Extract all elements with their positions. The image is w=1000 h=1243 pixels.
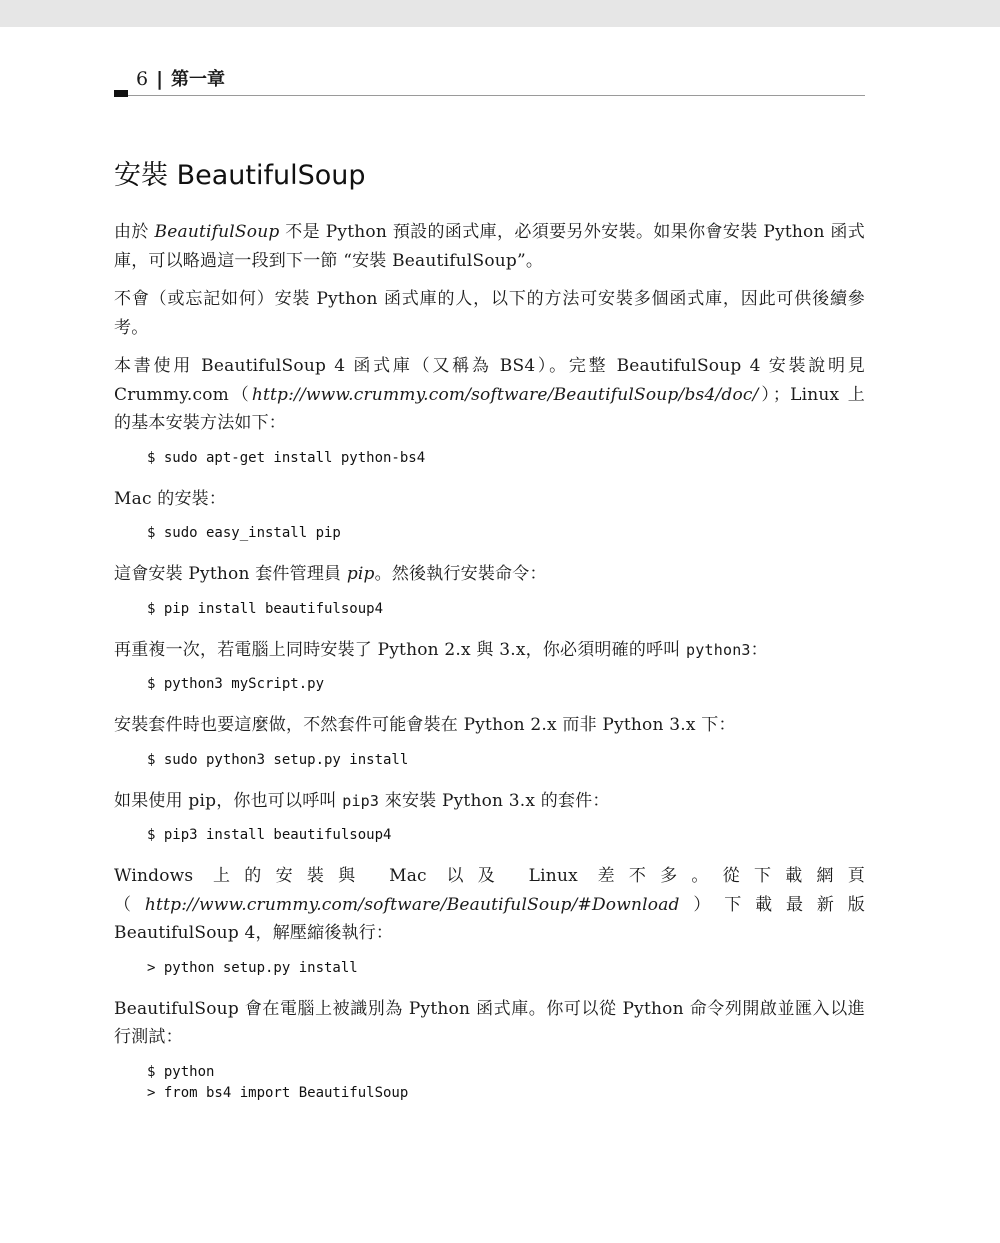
paragraph-install-linux	[114, 352, 865, 438]
paragraph-pip3	[114, 787, 865, 816]
paragraph-pip	[114, 560, 865, 589]
page-header	[114, 62, 865, 98]
text-run: 。然後執行安裝命令：	[374, 564, 547, 584]
paragraph-setup: 安裝套件時也要這麼做，不然套件可能會裝在 Python 2.x 而非 Python 3.x 下：	[114, 715, 736, 735]
italic-term: BeautifulSoup	[154, 222, 280, 242]
text-run: Windows 上的安裝與 Mac 以及 Linux 差不多。從下載網頁（	[114, 866, 865, 915]
code-block-pip3: $ pip3 install beautifulsoup4	[147, 827, 392, 843]
code-block-mac: $ sudo easy_install pip	[147, 525, 341, 541]
viewer-top-bar	[0, 0, 1000, 27]
italic-term: pip	[346, 564, 375, 584]
text-run: 再重複一次，若電腦上同時安裝了 Python 2.x 與 3.x，你必須明確的呼叫	[114, 639, 687, 660]
code-block-windows: > python setup.py install	[147, 959, 358, 976]
page-body	[114, 156, 865, 1120]
paragraph-note: 不會（或忘記如何）安裝 Python 函式庫的人，以下的方法可安裝多個函式庫，因此可供後續參考。	[114, 289, 865, 338]
section-title: 安裝 BeautifulSoup	[114, 160, 366, 191]
text-run: 本書使用 BeautifulSoup 4 函式庫（又稱為 BS4）。完整 BeautifulSoup 4 安裝說明見 Crummy.com（	[114, 356, 865, 405]
doc-url: http://www.crummy.com/software/BeautifulSoup/bs4/doc/	[251, 384, 759, 405]
download-url: http://www.crummy.com/software/BeautifulSoup/#Download	[144, 894, 680, 915]
paragraph-test: BeautifulSoup 會在電腦上被識別為 Python 函式庫。你可以從 Python 命令列開啟並匯入以進行測試：	[114, 998, 865, 1047]
header-rule	[128, 95, 865, 96]
header-marker	[114, 90, 128, 97]
paragraph-intro	[114, 218, 865, 275]
paragraph-mac: Mac 的安裝：	[114, 488, 227, 509]
text-run: 來安裝 Python 3.x 的套件：	[379, 790, 610, 811]
code-block-linux: $ sudo apt-get install python-bs4	[147, 449, 426, 466]
text-run: 這會安裝 Python 套件管理員	[114, 564, 347, 584]
code-block-pip: $ pip install beautifulsoup4	[147, 600, 384, 617]
chapter-label: 第一章	[171, 69, 226, 90]
code-block-setup: $ sudo python3 setup.py install	[147, 751, 409, 768]
text-run: 不是 Python 預設的函式庫，必須要另外安裝。如果你會安裝 Python 函式庫，可以略過這一段到下一節 “安裝 BeautifulSoup”。	[114, 222, 865, 271]
text-run: ）下載最新版 BeautifulSoup 4，解壓縮後執行：	[114, 894, 866, 943]
inline-code: pip3	[342, 791, 380, 810]
code-block-test: $ python > from bs4 import BeautifulSoup	[147, 1063, 409, 1101]
header-separator: |	[156, 68, 164, 90]
inline-code: python3	[686, 640, 751, 659]
paragraph-python3	[114, 636, 865, 665]
paragraph-windows	[114, 862, 865, 948]
text-run: ）；Linux 上的基本安裝方法如下：	[114, 384, 865, 433]
page-number: 6	[136, 68, 149, 90]
running-head	[136, 68, 225, 91]
text-run: ：	[750, 639, 768, 660]
text-run: 如果使用 pip，你也可以呼叫	[114, 790, 343, 811]
text-run: 由於	[114, 222, 155, 242]
code-block-python3: $ python3 myScript.py	[147, 676, 325, 692]
